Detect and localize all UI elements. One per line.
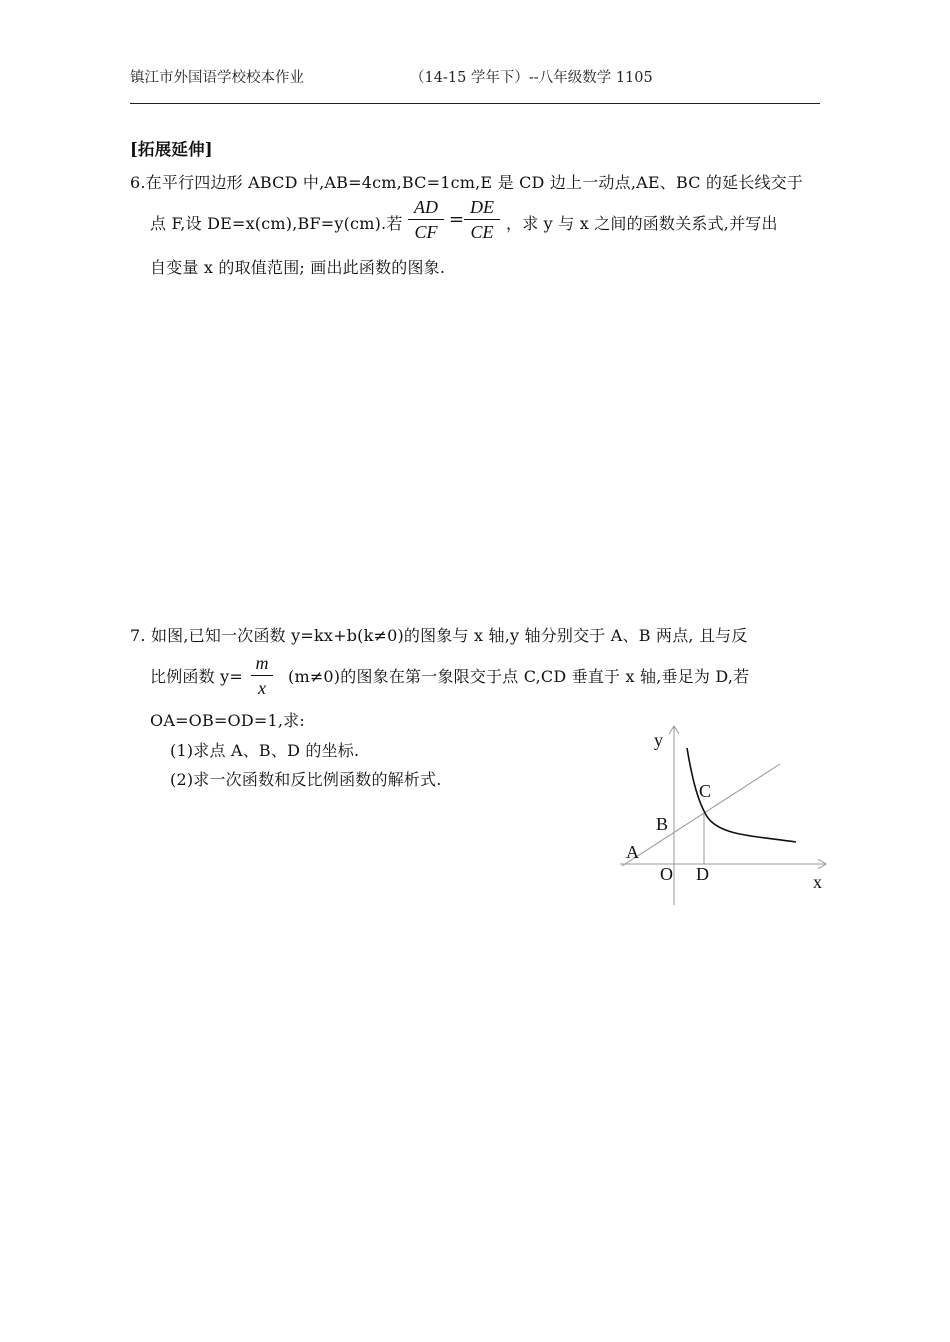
label-b: B — [656, 814, 669, 834]
q6-fraction-ad-cf — [408, 196, 444, 243]
linear-function-line — [622, 764, 780, 866]
q6-frac1-numerator: AD — [414, 197, 438, 217]
q6-frac1-denominator: CF — [414, 222, 438, 242]
q6-line-2b: ，求 y 与 x 之间的函数关系式,并写出 — [506, 214, 778, 233]
q6-frac2-bar — [464, 219, 500, 220]
header-school: 镇江市外国语学校校本作业 — [130, 70, 304, 86]
q6-line-3: 自变量 x 的取值范围; 画出此函数的图象. — [150, 258, 446, 277]
label-o: O — [660, 864, 673, 884]
q7-figure — [610, 718, 840, 910]
q6-frac2-denominator: CE — [470, 222, 494, 242]
q7-frac-denominator: x — [258, 678, 266, 698]
q7-sub-question-1: (1)求点 A、B、D 的坐标. — [170, 741, 360, 760]
header-divider — [130, 103, 820, 104]
q6-frac1-bar — [408, 219, 444, 220]
q7-line-2b: (m≠0)的图象在第一象限交于点 C,CD 垂直于 x 轴,垂足为 D,若 — [288, 667, 750, 686]
q7-frac-numerator: m — [255, 653, 269, 673]
q6-fraction-de-ce — [464, 196, 500, 243]
label-x: x — [813, 872, 822, 892]
label-y: y — [654, 730, 663, 750]
label-d: D — [696, 864, 709, 884]
q7-line-2a: 比例函数 y= — [150, 667, 243, 686]
section-title: [拓展延伸] — [130, 140, 213, 159]
q7-line-3: OA=OB=OD=1,求: — [150, 711, 305, 730]
q6-line-2a: 点 F,设 DE=x(cm),BF=y(cm).若 — [150, 214, 403, 233]
q7-line-1: 7. 如图,已知一次函数 y=kx+b(k≠0)的图象与 x 轴,y 轴分别交于 A、B 两点, 且与反 — [130, 626, 748, 645]
header-course: （14-15 学年下）--八年级数学 1105 — [410, 70, 653, 86]
q6-frac2-numerator: DE — [470, 197, 494, 217]
q6-equals-sign: = — [449, 209, 465, 230]
q6-line-1: 6.在平行四边形 ABCD 中,AB=4cm,BC=1cm,E 是 CD 边上一动点,AE、BC 的延长线交于 — [130, 173, 804, 192]
label-c: C — [699, 781, 712, 801]
q7-frac-bar — [251, 675, 273, 676]
label-a: A — [626, 842, 639, 862]
q7-fraction-m-x — [251, 652, 273, 699]
q7-sub-question-2: (2)求一次函数和反比例函数的解析式. — [170, 770, 442, 789]
